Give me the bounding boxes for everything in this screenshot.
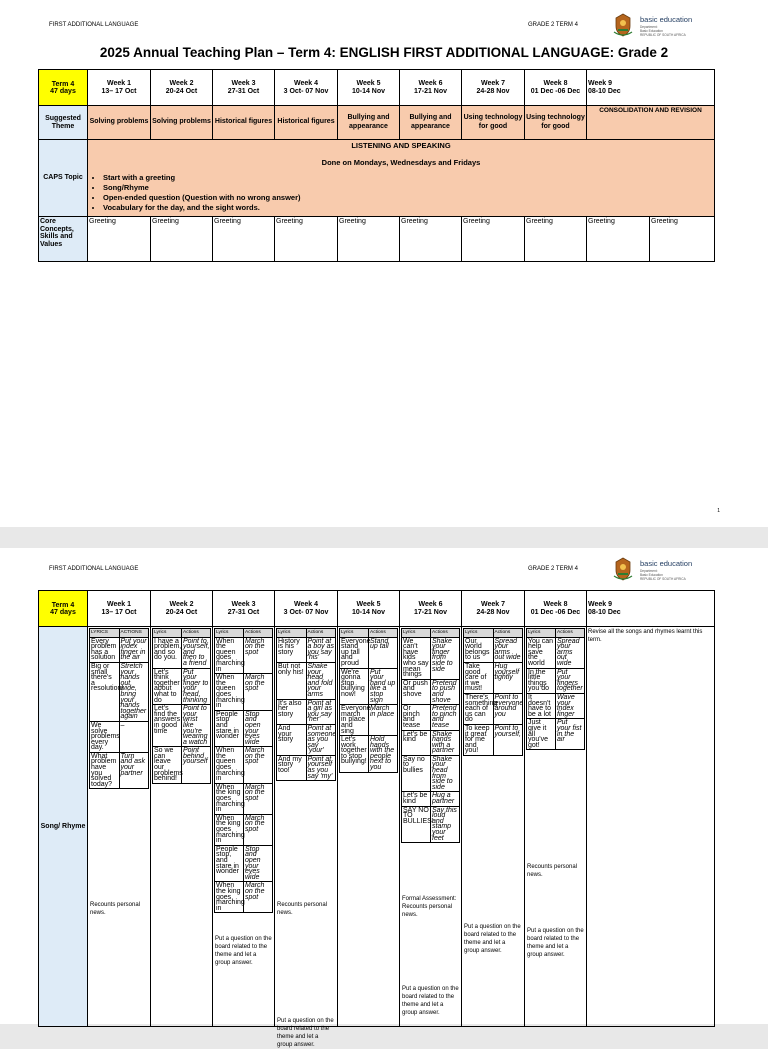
coat-of-arms-icon — [612, 12, 634, 38]
theme-row — [39, 106, 715, 140]
week-4-header: Week 4 3 Oct- 07 Nov — [275, 70, 338, 106]
core-label: Core Concepts, Skills and Values — [39, 217, 88, 262]
note: Put a question on the board related to the theme and let a group answer. — [402, 986, 459, 1016]
logo-title: basic education — [640, 559, 693, 568]
core-cell: Greeting — [400, 217, 462, 262]
note: Put a question on the board related to the theme and let a group answer. — [277, 1018, 334, 1048]
week-8-header: Week 8 01 Dec -06 Dec — [525, 591, 587, 627]
week-3-header: Week 3 27-31 Oct — [213, 591, 275, 627]
week-1-header: Week 1 13– 17 Oct — [88, 70, 151, 106]
lyrics-table-week-2: Lyrics Actions I have a problem, and so do you. Point to yourself, and then to a friend Let's think together about what to do Put your finger to your head, thinking Let's find the answers in good time Point to your wrist like you're wearing a watch So we can leave our problems behind! Point behind yourself — [154, 630, 210, 783]
week-5-header: Week 5 10-14 Nov — [338, 70, 400, 106]
theme-week-5: Bullying and appearance — [338, 106, 400, 140]
page-2 — [0, 548, 768, 1048]
theme-label: Suggested Theme — [39, 106, 88, 140]
song-week-6 — [400, 627, 462, 1027]
caps-subheading: Done on Mondays, Wednesdays and Fridays — [321, 158, 481, 167]
logo-subtitle: Department: Basic Education REPUBLIC OF SOUTH AFRICA — [640, 569, 686, 581]
note: Recounts personal news. — [277, 902, 328, 916]
song-week-1 — [88, 627, 151, 1027]
song-rhyme-label: Song/ Rhyme — [39, 627, 88, 1027]
week-1-header: Week 1 13– 17 Oct — [88, 591, 151, 627]
lyrics-table-week-5: Lyrics Actions Everyone stand up tall and proud Stand up tall We're gonna stop bullying now! Put your hand up like a stop sign Everyone march in place and sing March in place Let's work together to stop bullying! Hold hands with the people next to you — [339, 628, 398, 773]
week-7-header: Week 7 24-28 Nov — [462, 70, 525, 106]
note: Put a question on the board related to the theme and let a group answer. — [527, 928, 584, 958]
lyrics-table-week-4: Lyrics Actions History is his story Point at a boy as you say 'his' But not only his! Shake your head and fold your arms It's also her story Point at a girl as you say 'her' And your story Point at someone as you say 'your' And my story too! Point at yourself as you say 'my' — [278, 630, 337, 780]
song-week-7 — [462, 627, 525, 1027]
lyrics-table-week-6: Lyrics Actions We can't have kids who say mean things Shake your finger from side to side Or push and shove Pretend to push and shove Or pinch and tease Pretend to pinch and tease Let's be kind Shake hands with a partner Say no to bullies Shake your head from side to side Let's be kind Hug a partner SAY NO TO BULLIES! Say this loud and stamp your feet — [401, 628, 460, 843]
logo-title: basic education — [640, 15, 693, 24]
dbe-logo — [612, 556, 692, 584]
coat-of-arms-icon — [612, 556, 634, 582]
week-5-header: Week 5 10-14 Nov — [338, 591, 400, 627]
lyrics-table-week-8: Lyrics Actions You can help save the world Spread your arms out wide In the little things you do Put your fingers together It doesn't have to be a lot Wave your index finger Just give it all you've got! Put your fist in the air — [528, 630, 583, 749]
caps-item: • Start with a greeting — [103, 173, 713, 183]
note: Recounts personal news. — [90, 902, 141, 916]
song-week-9: Revise all the songs and rhymes learnt this term. — [587, 627, 715, 1027]
week-9-header: Week 9 08-10 Dec — [587, 591, 715, 627]
lyrics-table-week-1: LYRICS ACTIONS Every problem has a solution Put your index finger in the air Big or small there's a resolution! Stretch your hands out wide, bring your hands together again We solve problems every day. – What problem have you solved today? Turn and ask your partner — [91, 630, 147, 788]
theme-week-7: Using technology for good — [462, 106, 525, 140]
week-8-header: Week 8 01 Dec -06 Dec — [525, 70, 587, 106]
note: Put a question on the board related to the theme and let a group answer. — [464, 924, 521, 954]
theme-week-6: Bullying and appearance — [400, 106, 462, 140]
week-2-header: Week 2 20-24 Oct — [151, 70, 213, 106]
logo-subtitle: Department: Basic Education REPUBLIC OF SOUTH AFRICA — [640, 25, 686, 37]
core-cell: Greeting — [338, 217, 400, 262]
week-4-header: Week 4 3 Oct- 07 Nov — [275, 591, 338, 627]
theme-week-4: Historical figures — [275, 106, 338, 140]
header-grade-term: GRADE 2 TERM 4 — [528, 566, 578, 572]
theme-week-9: CONSOLIDATION AND REVISION — [587, 106, 715, 140]
song-rhyme-row — [39, 627, 715, 1027]
core-cell: Greeting — [88, 217, 151, 262]
song-rhyme-table — [38, 590, 715, 1048]
caps-item: • Open-ended question (Question with no wrong answer) — [103, 193, 713, 203]
note: Formal Assessment: Recounts personal news. — [402, 896, 457, 918]
header-subject: FIRST ADDITIONAL LANGUAGE — [49, 22, 139, 28]
theme-week-1: Solving problems — [88, 106, 151, 140]
week-header-row — [39, 70, 715, 106]
header-grade-term: GRADE 2 TERM 4 — [528, 22, 578, 28]
lyrics-table-week-7: Lyrics Actions Our world belongs to us Spread your arms out wide Take good care of it we must! Hug yourself tightly There's something each of us can do Point to everyone around you To keep it great for me and you! Point to yourself, — [465, 630, 524, 755]
caps-row — [39, 140, 715, 217]
caps-heading: LISTENING AND SPEAKING — [351, 141, 451, 150]
song-week-5 — [338, 627, 400, 1027]
week-7-header: Week 7 24-28 Nov — [462, 591, 525, 627]
note: Put a question on the board related to the theme and let a group answer. — [215, 936, 272, 966]
caps-item: • Song/Rhyme — [103, 183, 713, 193]
teaching-plan-table — [38, 69, 715, 262]
term-cell: Term 4 47 days — [39, 70, 88, 106]
core-cell: Greeting — [275, 217, 338, 262]
week-6-header: Week 6 17-21 Nov — [400, 591, 462, 627]
lyrics-table-week-3: Lyrics Actions When the queen goes marching in March on the spot When the queen goes marching in March on the spot People stop and stare in wonder Stop and open your eyes wide When the queen goes marching in March on the spot When the king goes marching in March on the spot When the king goes marching in March on the spot People stop, and stare in wonder Stop and open your eyes wide When the king goes marching in March on the spot — [214, 628, 273, 913]
core-cell: Greeting — [650, 217, 715, 262]
theme-week-2: Solving problems — [151, 106, 213, 140]
week-header-row — [39, 591, 715, 627]
caps-label: CAPS Topic — [39, 140, 88, 217]
page-number: 1 — [717, 508, 720, 514]
core-cell: Greeting — [462, 217, 525, 262]
theme-week-3: Historical figures — [213, 106, 275, 140]
caps-topic-cell — [88, 140, 715, 217]
week-9-header: Week 9 08-10 Dec — [587, 70, 715, 106]
song-week-4 — [275, 627, 338, 1048]
core-cell: Greeting — [151, 217, 213, 262]
page-title: 2025 Annual Teaching Plan – Term 4: ENGLISH FIRST ADDITIONAL LANGUAGE: Grade 2 — [99, 45, 669, 60]
note: Recounts personal news. — [527, 864, 578, 878]
term-cell: Term 4 47 days — [39, 591, 88, 627]
week-6-header: Week 6 17-21 Nov — [400, 70, 462, 106]
core-cell: Greeting — [525, 217, 587, 262]
core-row — [39, 217, 715, 262]
header-subject: FIRST ADDITIONAL LANGUAGE — [49, 566, 139, 572]
song-week-3 — [213, 627, 275, 1027]
caps-item: • Vocabulary for the day, and the sight words. — [103, 203, 713, 213]
core-cell: Greeting — [213, 217, 275, 262]
dbe-logo — [612, 12, 692, 40]
song-week-8 — [525, 627, 587, 1027]
theme-week-8: Using technology for good — [525, 106, 587, 140]
song-week-2 — [151, 627, 213, 1027]
caps-list — [89, 173, 713, 213]
week-3-header: Week 3 27-31 Oct — [213, 70, 275, 106]
week-2-header: Week 2 20-24 Oct — [151, 591, 213, 627]
core-cell: Greeting — [587, 217, 650, 262]
